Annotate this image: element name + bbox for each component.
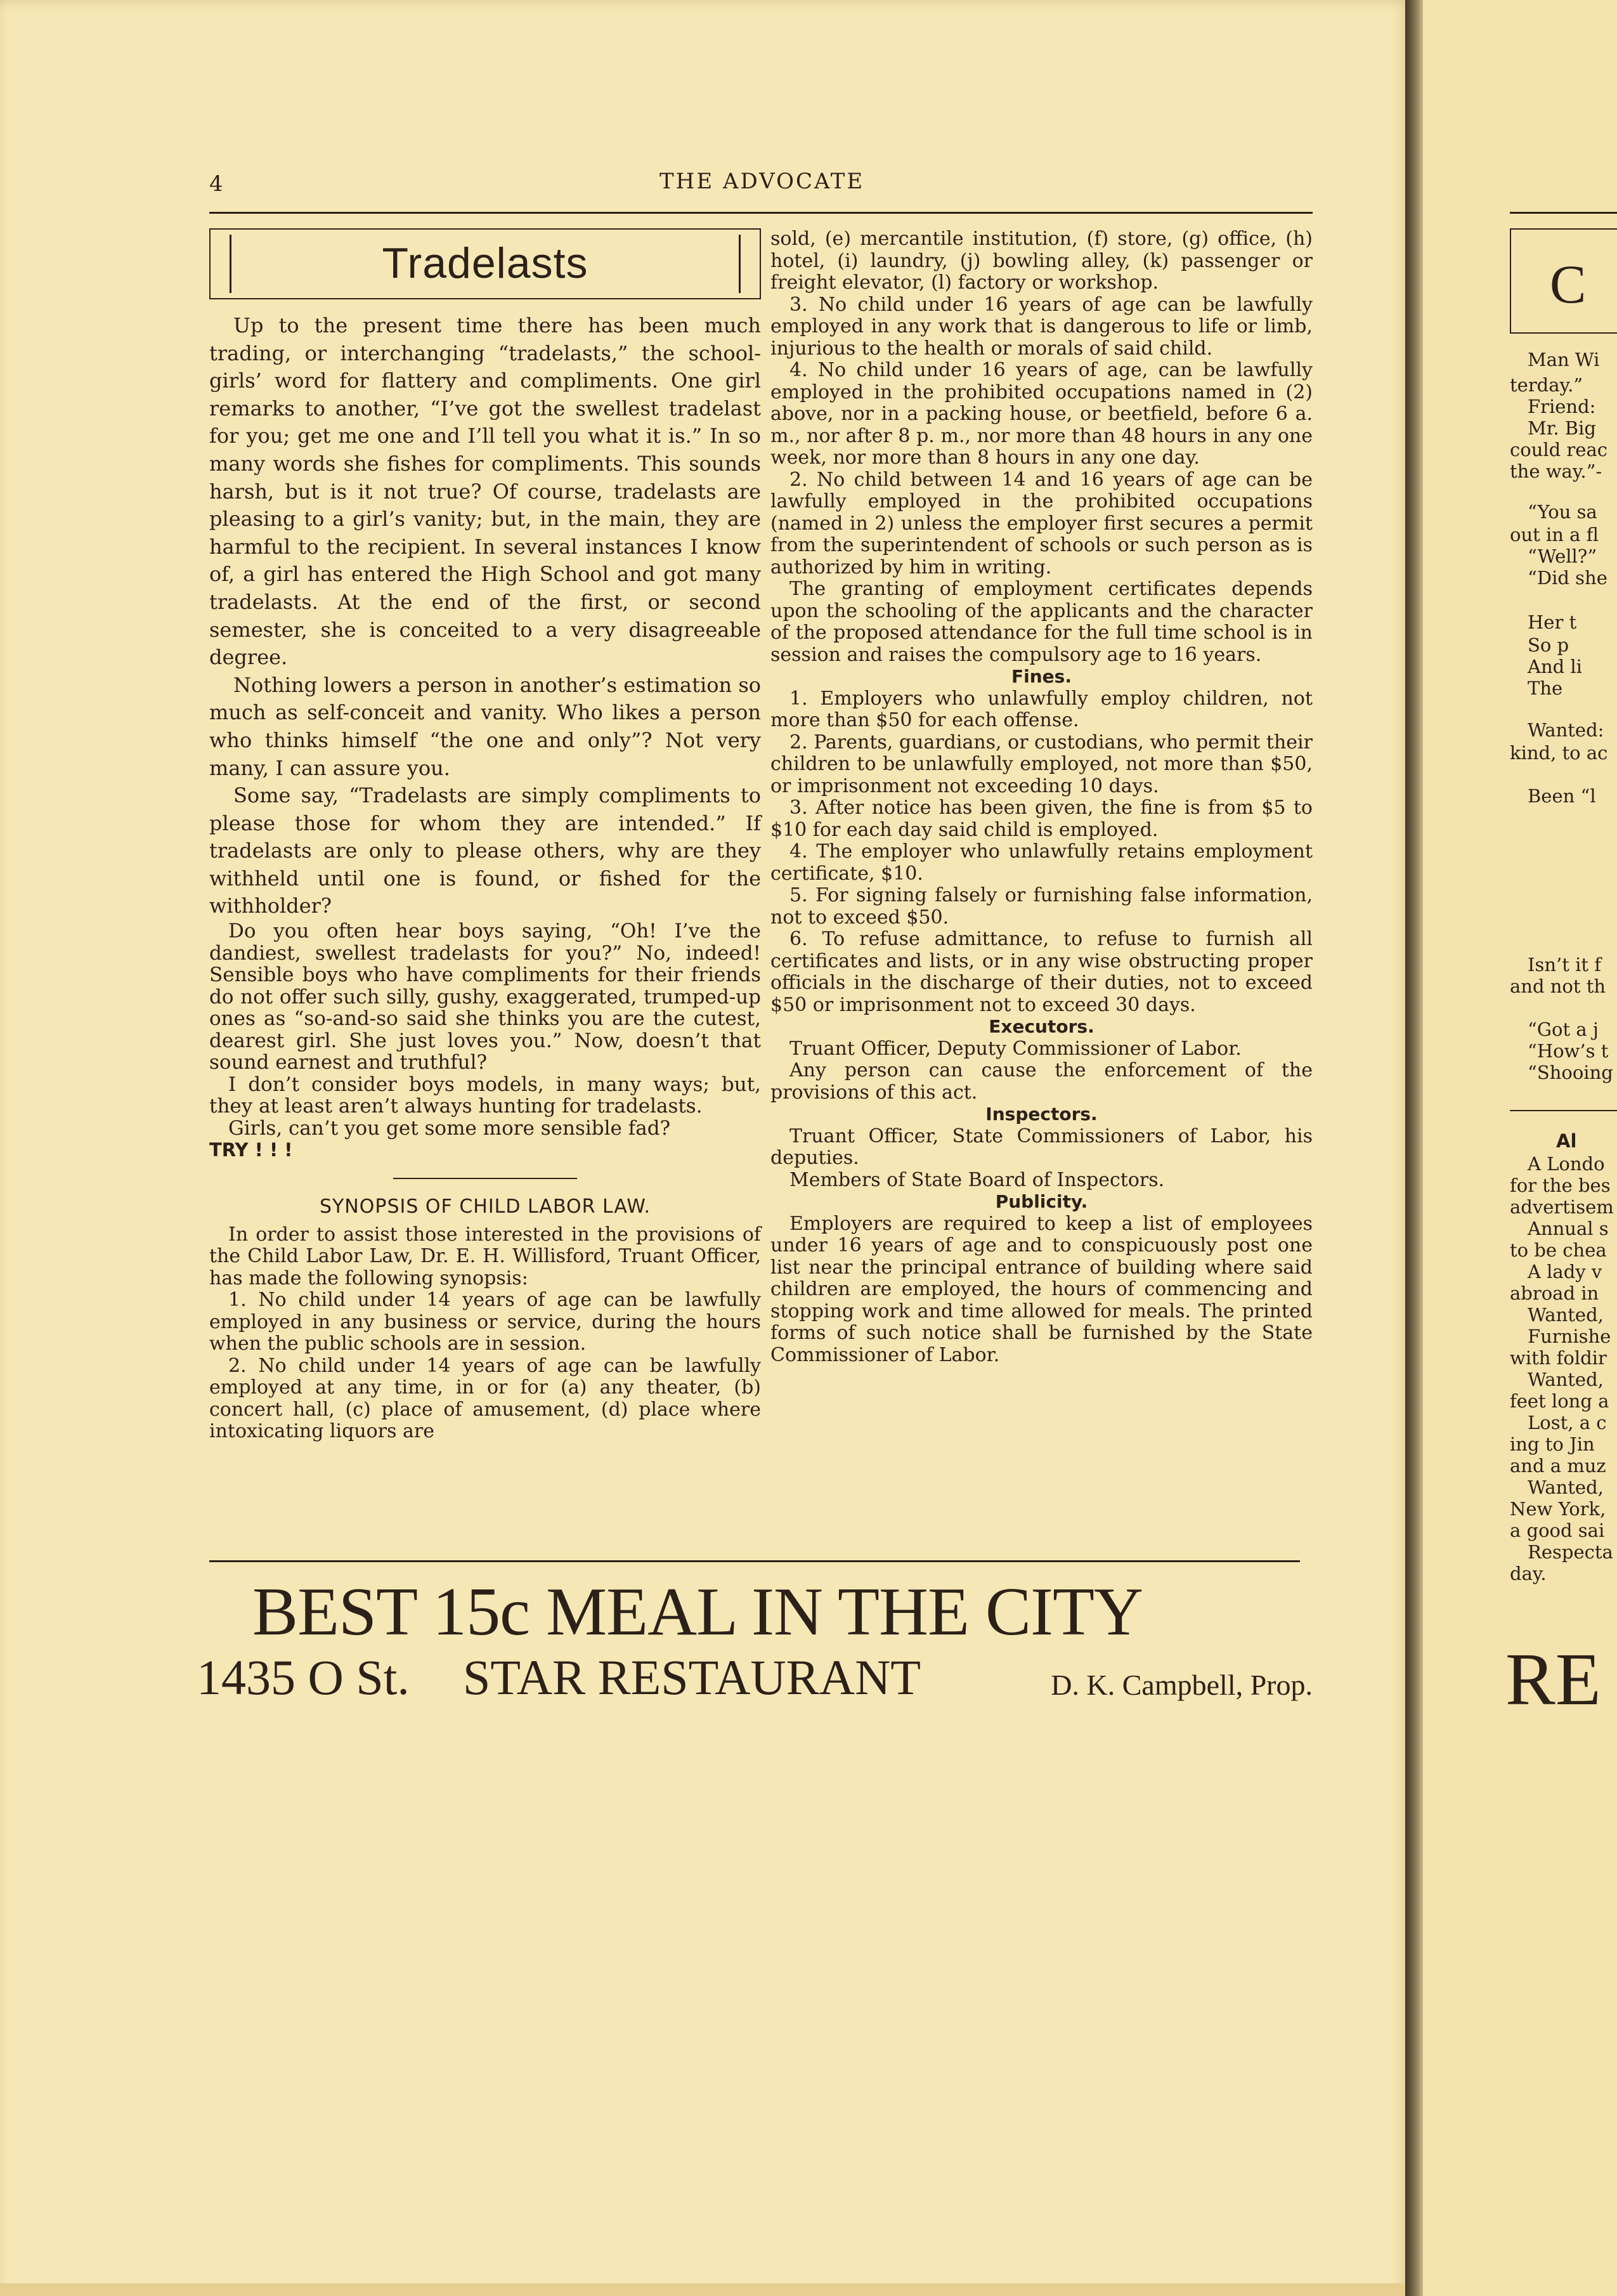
fine-item: 4. The employer who unlawfully retains employment certificate, $10. [770, 840, 1313, 885]
article-paragraph: Do you often hear boys saying, “Oh! I’ve the dandiest, swellest tradelasts for you?” No, indeed! Sensible boys who have compliments for their friends do not offer such silly, gushy, exaggerated, trumped-up ones as “so-and-so said she thinks you are the cutest, dearest girl. She just loves you.” Now, doesn’t that sound earnest and truthful? [209, 920, 761, 1074]
facing-text-line: to be chea [1510, 1239, 1607, 1261]
facing-text-line: “You sa [1528, 501, 1597, 523]
executor-item: Any person can cause the enforcement of the provisions of this act. [770, 1059, 1313, 1104]
facing-text-line: the way.”- [1510, 460, 1602, 482]
facing-text-line: a good sai [1510, 1520, 1605, 1541]
publicity-heading: Publicity. [995, 1191, 1088, 1212]
advertisement-details [197, 1649, 1313, 1712]
facing-divider [1510, 1110, 1617, 1111]
synopsis-item: 3. No child under 16 years of age can be lawfully employed in any work that is dangerous to life or limb, injurious to the health or morals of said child. [770, 293, 1313, 360]
facing-text-line: out in a fl [1510, 524, 1599, 545]
facing-text-line: The [1528, 677, 1563, 699]
synopsis-item: The granting of employment certificates depends upon the schooling of the applicants and the character of the proposed attendance for the full time school is in session and raises the compulsory age to 16 years. [770, 578, 1313, 666]
facing-page [1423, 0, 1617, 2296]
facing-header-rule [1510, 212, 1617, 214]
facing-text-line: could reac [1510, 439, 1607, 460]
facing-text-line: “Well?” [1528, 545, 1597, 567]
inspector-item: Truant Officer, State Commissioners of Labor, his deputies. [770, 1125, 1313, 1169]
article-paragraph: Girls, can’t you get some more sensible fad? [228, 1116, 671, 1140]
facing-text-line: “Did she [1528, 567, 1607, 589]
inspectors-heading: Inspectors. [985, 1104, 1098, 1125]
article-closing: TRY ! ! ! [209, 1139, 293, 1161]
facing-text-line: day. [1510, 1563, 1547, 1584]
fine-item: 6. To refuse admittance, to refuse to furnish all certificates and lists, or in any wise obstructing proper officials in the discharge of their duties, not to exceed $50 or imprisonment not to exceed 30 days. [770, 928, 1313, 1016]
advertisement-address: 1435 O St. [197, 1650, 410, 1705]
facing-text-line: New York, [1510, 1498, 1606, 1520]
facing-text-line: “How’s t [1528, 1040, 1609, 1062]
facing-text-line: Been “l [1528, 785, 1596, 807]
facing-text-line: Annual s [1528, 1218, 1609, 1239]
facing-ad-letters: RE [1505, 1638, 1601, 1721]
article-paragraph: I don’t consider boys models, in many ways; but, they at least aren’t always hunting for tradelasts. [209, 1073, 761, 1118]
facing-text-line: Man Wi [1528, 349, 1600, 370]
facing-text-line: Respecta [1528, 1541, 1613, 1563]
right-column [770, 228, 1313, 1366]
synopsis-item: 2. No child between 14 and 16 years of age can be lawfully employed in the prohibited occupations (named in 2) unless the employer first secures a permit from the superintendent of schools or such person as is authorized by him in writing. [770, 468, 1313, 578]
article-body [209, 312, 761, 920]
facing-text-line: ing to Jin [1510, 1433, 1595, 1455]
facing-text-line: Her t [1528, 611, 1577, 633]
facing-text-line: abroad in [1510, 1282, 1599, 1304]
advertisement-proprietor: D. K. Campbell, Prop. [1051, 1669, 1313, 1701]
article-title: Tradelasts [382, 239, 588, 287]
facing-text-line: Isn’t it f [1528, 954, 1601, 975]
facing-text-line: feet long a [1510, 1390, 1609, 1412]
executors-heading: Executors. [989, 1016, 1094, 1037]
article-paragraph: Some say, “Tradelasts are simply compliments to please those for whom they are intended.” If tradelasts are only to please others, why are they withheld until one is found, or fished for the withholder? [209, 783, 761, 918]
header-rule [209, 212, 1313, 214]
fines-heading: Fines. [1011, 666, 1072, 687]
synopsis-continued [770, 228, 1313, 1366]
publicity-text: Employers are required to keep a list of employees under 16 years of age and to conspicuously post one list near the principal entrance of building where said children are employed, the hours of commencing and stopping work and time allowed for meals. The printed forms of such notice shall be furnished by the State Commissioner of Labor. [770, 1212, 1313, 1366]
facing-text-line: with foldir [1510, 1347, 1607, 1369]
facing-text-line: kind, to ac [1510, 742, 1608, 764]
article-paragraph: Up to the present time there has been much trading, or interchanging “tradelasts,” the school-girls’ word for flattery and compliments. One girl remarks to another, “I’ve got the swellest tradelast for you; get me one and I’ll tell you what it is.” In so many words she fishes for compliments. This sounds harsh, but is it not true? Of course, tradelasts are pleasing to a girl’s vanity; but, in the main, they are harmful to the recipient. In several instances I know of, a girl has entered the High School and got many tradelasts. At the end of the first, or second semester, she is conceited to a very disagreeable degree. [209, 313, 761, 670]
facing-text-line: advertisem [1510, 1196, 1614, 1218]
article-body-small [209, 920, 761, 1161]
executor-item: Truant Officer, Deputy Commissioner of Labor. [789, 1037, 1242, 1060]
facing-text-line: for the bes [1510, 1175, 1611, 1196]
facing-text-line: “Got a j [1528, 1019, 1599, 1040]
synopsis-item: 1. No child under 14 years of age can be lawfully employed in any business or service, during the hours when the public schools are in session. [209, 1289, 761, 1355]
facing-text-line: Al [1556, 1130, 1577, 1152]
facing-text-line: Friend: [1528, 396, 1596, 417]
running-title: THE ADVOCATE [659, 169, 865, 194]
facing-text-line: “Shooing [1528, 1062, 1613, 1083]
facing-text-line: Lost, a c [1528, 1412, 1607, 1433]
facing-text-line: Wanted: [1528, 719, 1604, 741]
synopsis-continuation: sold, (e) mercantile institution, (f) store, (g) office, (h) hotel, (i) laundry, (j) bowling alley, (k) passenger or freight elevator, (l) factory or workshop. [770, 228, 1313, 294]
inspector-item: Members of State Board of Inspectors. [789, 1168, 1165, 1191]
synopsis-item: 2. No child under 14 years of age can be lawfully employed at any time, in or for (a) any theater, (b) concert hall, (c) place of amusement, (d) place where intoxicating liquors are [209, 1354, 761, 1443]
facing-text-line: So p [1528, 634, 1569, 656]
article-paragraph: Nothing lowers a person in another’s estimation so much as self-conceit and vanity. Who likes a person who thinks himself “the one and only”? Not very many, I can assure you. [209, 672, 761, 780]
fine-item: 3. After notice has been given, the fine is from $5 to $10 for each day said child is employed. [770, 797, 1313, 841]
page-edge [0, 2283, 1408, 2296]
synopsis-intro: In order to assist those interested in the provisions of the Child Labor Law, Dr. E. H. Willisford, Truant Officer, has made the following synopsis: [209, 1223, 761, 1289]
facing-text-line: Wanted, [1528, 1477, 1604, 1498]
fine-item: 2. Parents, guardians, or custodians, who permit their children to be unlawfully employed, not more than $50, or imprisonment not exceeding 10 days. [770, 731, 1313, 797]
facing-text-line: A lady v [1528, 1261, 1602, 1282]
facing-text-line: Wanted, [1528, 1369, 1604, 1390]
fine-item: 5. For signing falsely or furnishing false information, not to exceed $50. [770, 884, 1313, 929]
facing-text-line: A Londo [1528, 1153, 1605, 1175]
facing-text-line: Wanted, [1528, 1304, 1604, 1326]
book-spine [1405, 0, 1423, 2296]
left-column [209, 228, 761, 1443]
advertisement-rule [209, 1560, 1300, 1562]
synopsis-body [209, 1224, 761, 1443]
section-divider [393, 1178, 577, 1179]
synopsis-title: SYNOPSIS OF CHILD LABOR LAW. [319, 1195, 651, 1218]
facing-text-line: and not th [1510, 975, 1606, 997]
fine-item: 1. Employers who unlawfully employ children, not more than $50 for each offense. [770, 687, 1313, 731]
facing-text-line: And li [1528, 656, 1582, 677]
advertisement-business-name: STAR RESTAURANT [463, 1650, 921, 1705]
facing-text-line: and a muz [1510, 1455, 1606, 1477]
advertisement-headline: BEST 15c MEAL IN THE CITY [252, 1574, 1143, 1650]
facing-text-line: Furnishe [1528, 1326, 1611, 1347]
synopsis-item: 4. No child under 16 years of age, can be lawfully employed in the prohibited occupations named in (2) above, nor in a packing house, or beetfield, before 6 a. m., nor after 8 p. m., nor more than 48 hours in any one week, nor more than 8 hours in any one day. [770, 359, 1313, 469]
article-title-box [209, 228, 761, 299]
facing-text-line: terday.” [1510, 374, 1583, 396]
facing-title-letter: C [1550, 254, 1587, 315]
facing-text-line: Mr. Big [1528, 417, 1596, 439]
page-number: 4 [209, 171, 223, 197]
